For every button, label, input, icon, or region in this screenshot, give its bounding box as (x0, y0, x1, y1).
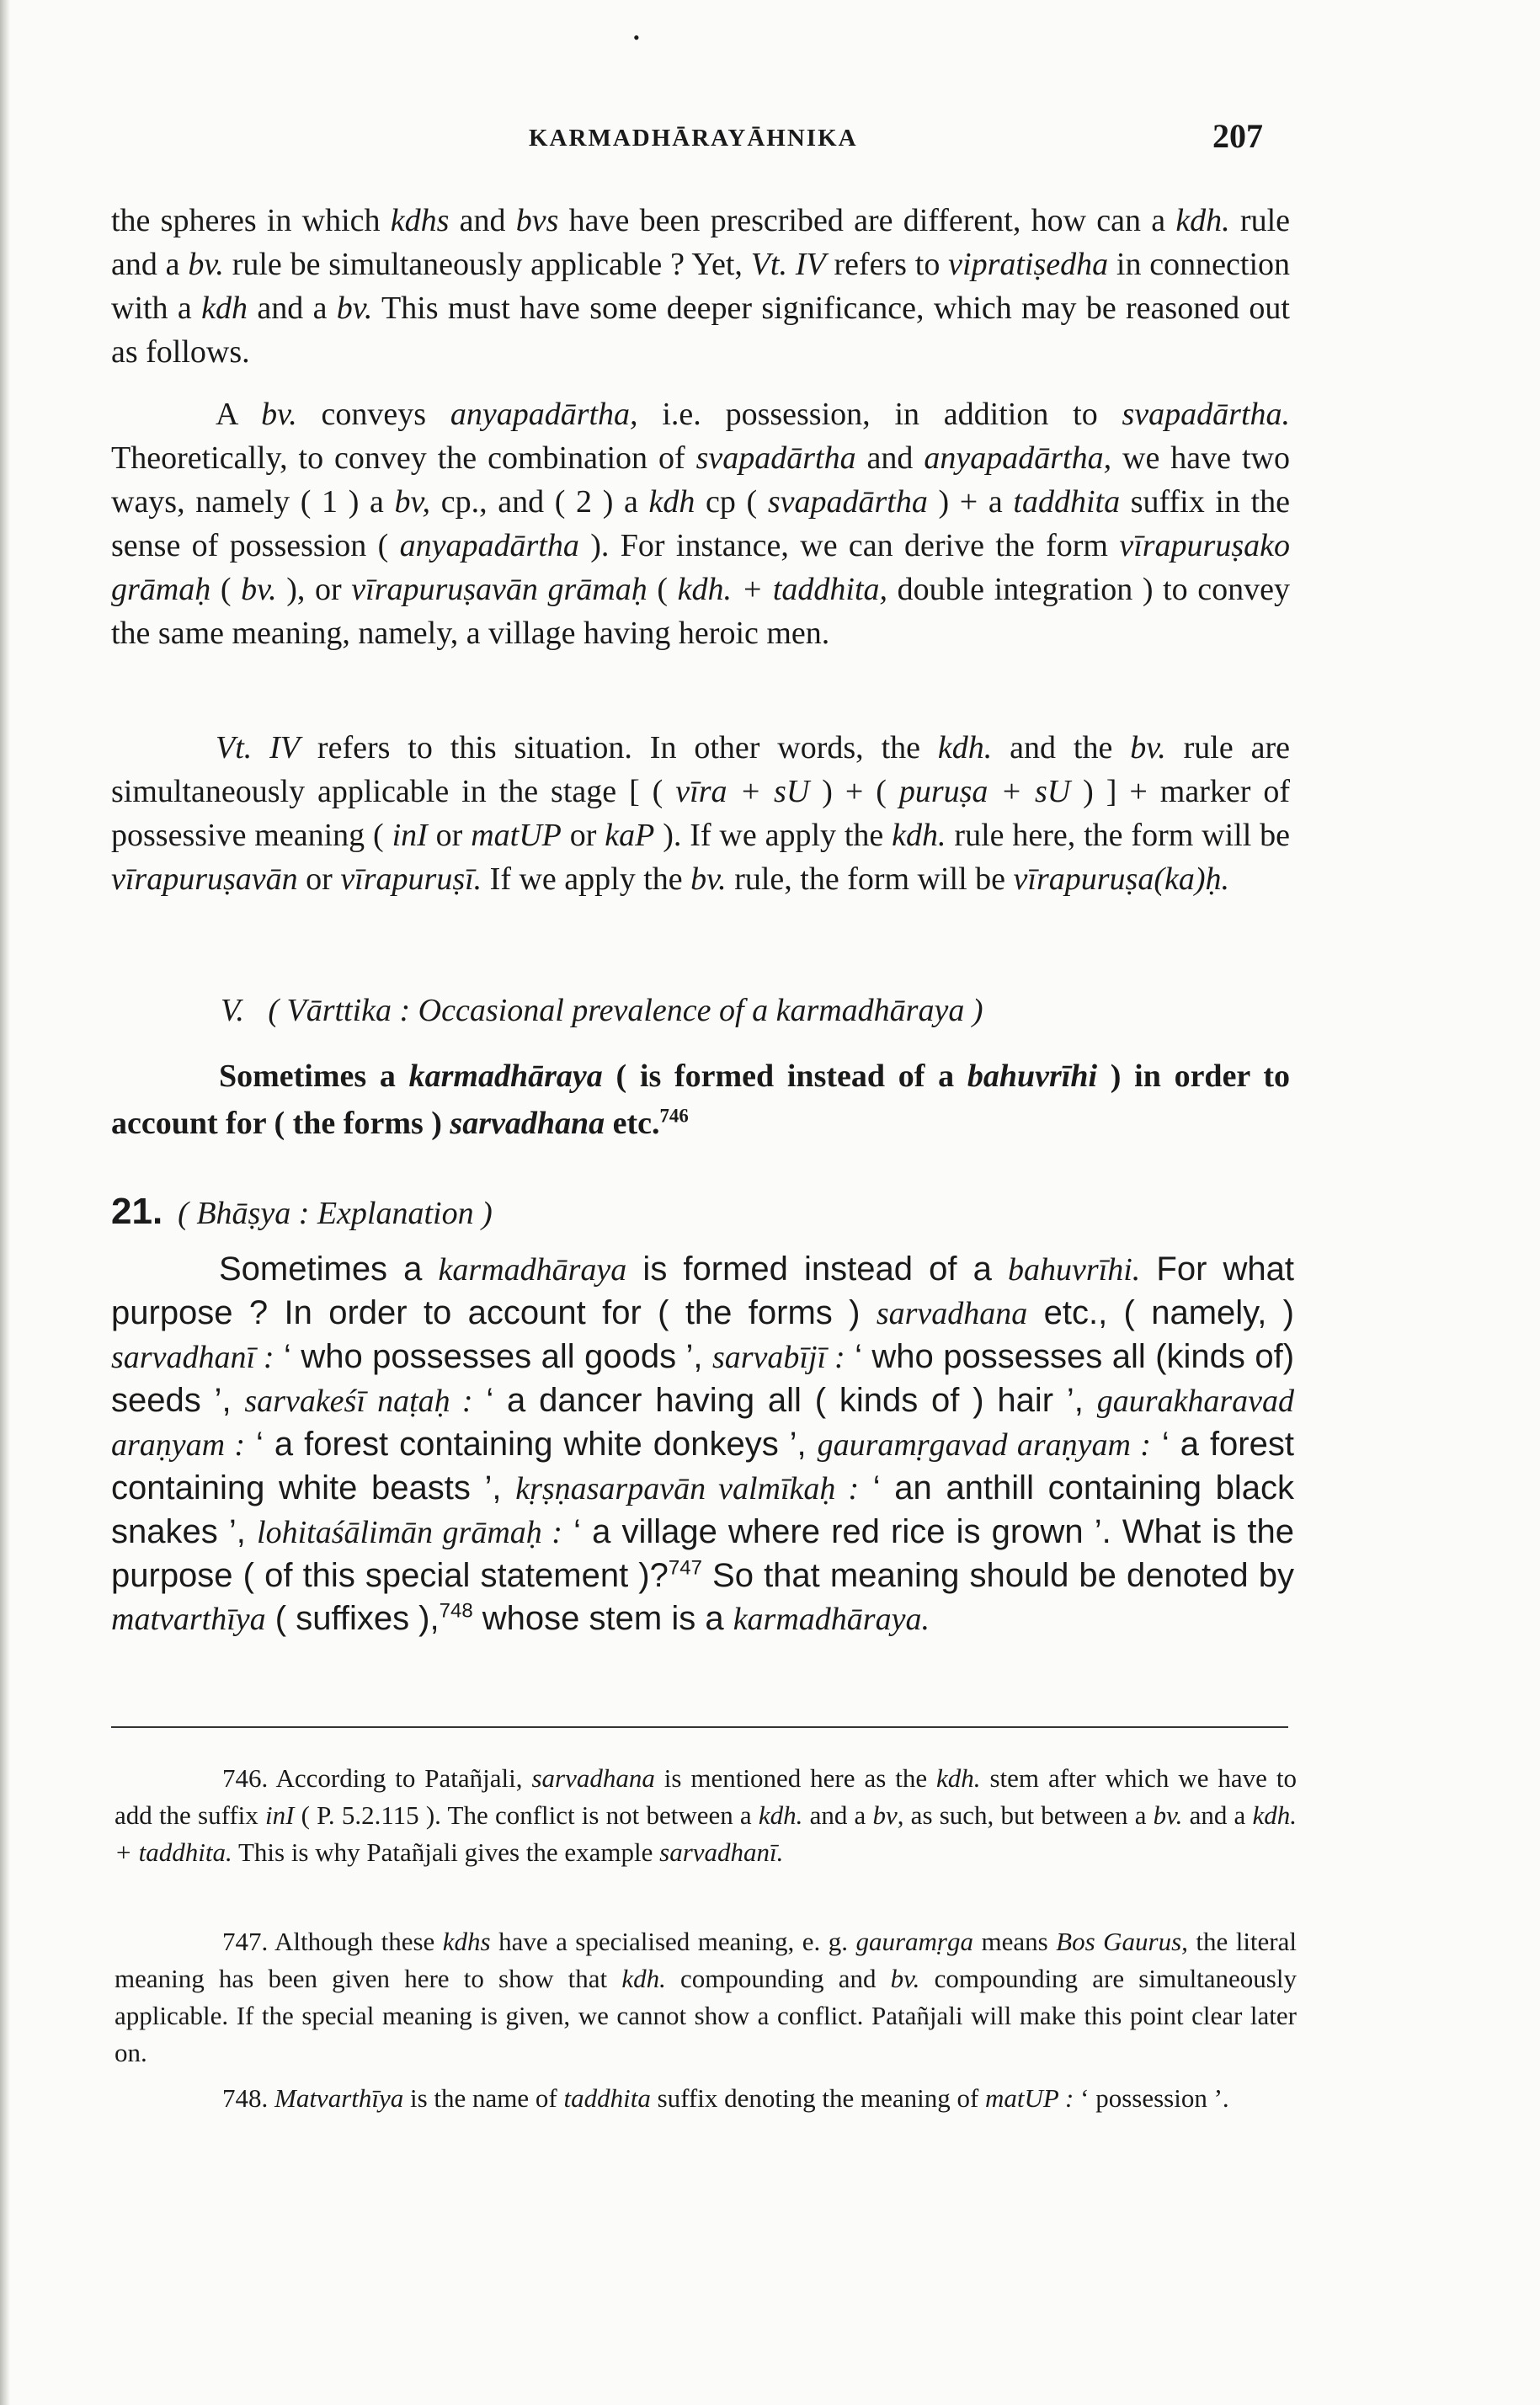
text: is formed instead of a (626, 1250, 1008, 1288)
term: kdh. (758, 1800, 803, 1830)
text: and a (802, 1800, 873, 1830)
term: vīra + sU (675, 774, 810, 809)
footnote-ref-747: 747 (668, 1556, 702, 1580)
text: stem after which we have to add the suffix (115, 1763, 1297, 1830)
term: bv. (690, 861, 727, 897)
footnote-747 (115, 1923, 1297, 2072)
page-binding-shadow (0, 0, 10, 2405)
term: anyapadārtha (399, 528, 579, 563)
term: vīrapuruṣavān grāmaḥ (351, 572, 647, 607)
term: Bos Gaurus, (1056, 1927, 1188, 1956)
text: rule, the form will be (726, 861, 1014, 897)
text: whose stem is a (472, 1600, 733, 1637)
term: sarvabījī : (711, 1340, 845, 1375)
term: sarvadhana (531, 1763, 655, 1793)
text: ‘ a forest containing white donkeys ’, (245, 1426, 818, 1463)
term: kaP (605, 818, 655, 853)
footnote-number: 746. (222, 1763, 269, 1793)
term: bv. (336, 291, 373, 326)
footnote-number: 748. (222, 2083, 269, 2113)
term: kdh (648, 484, 695, 520)
text: This must have some deeper significance, which may be reasoned out as follows. (111, 291, 1290, 370)
text: compounding are simultaneously applicable. If the special meaning is given, we cannot show a conflict. Patañjali will make this point clear later on. (115, 1964, 1297, 2067)
text: conveys (296, 397, 450, 432)
term: taddhita (563, 2083, 651, 2113)
running-title: KARMADHĀRAYĀHNIKA (529, 125, 858, 152)
term: bv. (1130, 730, 1166, 765)
text: ‘ a village where red rice is grown ’. What is the purpose ( of this special statement )? (111, 1513, 1294, 1594)
text: i.e. possession, in addition to (637, 397, 1122, 432)
text: Sometimes a (219, 1250, 439, 1288)
footnote-divider (111, 1726, 1288, 1728)
footnote-746 (115, 1760, 1297, 1871)
term: sarvadhana (450, 1106, 605, 1141)
text: For what purpose ? In order to account for ( the forms ) (111, 1250, 1295, 1331)
varttika-title: ( Vārttika : Occasional prevalence of a karmadhāraya ) (268, 993, 983, 1028)
term: bv. (1153, 1800, 1183, 1830)
text: etc. (605, 1106, 660, 1141)
varttika-heading (221, 992, 983, 1029)
text: we have two ways, namely ( 1 ) a (111, 440, 1290, 520)
text: suffix denoting the meaning of (650, 2083, 986, 2113)
term: bv. (890, 1964, 920, 1993)
text: rule and a (111, 203, 1291, 282)
text: ‘ who possesses all (kinds of) seeds ’, (111, 1338, 1295, 1419)
text: If we apply the (482, 861, 691, 897)
text: Although these (268, 1927, 443, 1956)
term: vīrapuruṣī. (340, 861, 482, 897)
text: ) + ( (809, 774, 899, 809)
text: suffix in the sense of possession ( (111, 484, 1290, 563)
page-number: 207 (1212, 117, 1263, 155)
term: matvarthīya (111, 1602, 266, 1637)
term: inI (264, 1800, 295, 1830)
term: kdh. (936, 1763, 981, 1793)
text: ‘ a forest containing white beasts ’, (111, 1426, 1294, 1506)
text: and the (992, 730, 1131, 765)
term: karmadhāraya. (733, 1602, 930, 1637)
term: bv, (394, 484, 431, 520)
text: Theoretically, to convey the combination of (111, 440, 696, 476)
section-number: 21. (111, 1191, 163, 1232)
term: gauramṛgavad araṇyam : (817, 1427, 1151, 1463)
term: bv. (241, 572, 277, 607)
text: ‘ a dancer having all ( kinds of ) hair ’, (472, 1382, 1097, 1419)
paragraph-2 (111, 392, 1290, 655)
term: karmadhāraya (438, 1252, 627, 1288)
term: matUP (471, 818, 562, 853)
term: svapadārtha (767, 484, 928, 520)
term: bv. (261, 397, 297, 432)
varttika-label: V. (221, 993, 244, 1028)
term: Matvarthīya (274, 2083, 404, 2113)
text: have a specialised meaning, e. g. (490, 1927, 856, 1956)
text: ‘ an anthill containing black snakes ’, (111, 1469, 1294, 1550)
text: ( P. 5.2.115 ). The conflict is not between a (294, 1800, 759, 1830)
text: the spheres in which (111, 203, 391, 238)
term: sarvadhanī. (659, 1837, 784, 1867)
term: inI (392, 818, 428, 853)
term: anyapadārtha, (924, 440, 1112, 476)
term: Vt. IV (216, 730, 301, 765)
term: puruṣa + sU (898, 774, 1071, 809)
text: Sometimes a (219, 1059, 409, 1094)
text: double integration ) to convey the same meaning, namely, a village having heroic men. (111, 572, 1291, 651)
text: and (449, 203, 516, 238)
text: rule are simultaneously applicable in the stage [ ( (111, 730, 1291, 809)
varttika-text (111, 1053, 1290, 1147)
term: vipratiṣedha (948, 247, 1109, 282)
text: or (297, 861, 341, 897)
text: refers to this situation. In other words, the (300, 730, 938, 765)
term: kdhs (442, 1927, 491, 1956)
text: A (216, 397, 262, 432)
term: matUP : (985, 2083, 1074, 2113)
text: means (972, 1927, 1057, 1956)
text: and (855, 440, 925, 476)
term: gaurakharavad araṇyam : (111, 1384, 1295, 1463)
term: bahuvrīhi (967, 1059, 1098, 1094)
term: Vt. IV (750, 247, 826, 282)
term: bvs (515, 203, 559, 238)
paragraph-1 (111, 199, 1290, 374)
section-heading (111, 1191, 493, 1233)
term: bahuvrīhi. (1008, 1252, 1141, 1288)
text: ( suffixes ), (265, 1600, 440, 1637)
text: the literal meaning has been given here to show that (115, 1927, 1298, 1993)
text: So that meaning should be denoted by (701, 1557, 1294, 1594)
term: lohitaśālimān grāmaḥ : (257, 1515, 562, 1550)
term: kdh. (892, 818, 946, 853)
text: ( is formed instead of a (602, 1059, 967, 1094)
text: refers to (825, 247, 949, 282)
term: kdh. (1175, 203, 1230, 238)
term: taddhita (1013, 484, 1121, 520)
footnote-number: 747. (222, 1927, 269, 1956)
text: etc., ( namely, ) (1027, 1294, 1294, 1331)
term: svapadārtha. (1122, 397, 1290, 432)
term: sarvadhana (876, 1296, 1028, 1331)
section-title: ( Bhāṣya : Explanation ) (178, 1196, 493, 1231)
text: and a (248, 291, 337, 326)
text: ‘ possession ’. (1074, 2083, 1229, 2113)
term: kdh. (621, 1964, 666, 1993)
text: or (427, 818, 472, 853)
text: ( (210, 572, 242, 607)
term: svapadārtha (695, 440, 856, 476)
text: in connection with a (111, 247, 1291, 326)
term: kdh (201, 291, 248, 326)
term: sarvadhanī : (111, 1340, 274, 1375)
term: vīrapuruṣa(ka)ḥ. (1013, 861, 1230, 897)
term: bv (872, 1800, 898, 1830)
text: ). If we apply the (654, 818, 893, 853)
term: karmadhāraya (408, 1059, 603, 1094)
footnote-ref-746: 746 (659, 1105, 689, 1127)
bhasya-text (111, 1248, 1294, 1641)
term: kdh. + taddhita. (115, 1800, 1297, 1867)
term: vīrapuruṣako grāmaḥ (111, 528, 1290, 607)
term: kdh. (937, 730, 993, 765)
term: kdh. + taddhita, (677, 572, 888, 607)
text: or (561, 818, 605, 853)
term: anyapadārtha, (450, 397, 638, 432)
text: ) ] + marker of possessive meaning ( (111, 774, 1290, 853)
text: ), or (276, 572, 352, 607)
text: ). For instance, we can derive the form (578, 528, 1120, 563)
term: sarvakeśī naṭaḥ : (244, 1384, 473, 1419)
text: According to Patañjali, (268, 1763, 532, 1793)
term: kṛṣṇasarpavān valmīkaḥ : (515, 1471, 860, 1506)
footnote-ref-748: 748 (439, 1599, 473, 1623)
paragraph-3 (111, 726, 1290, 901)
text: cp ( (695, 484, 768, 520)
footnote-748 (115, 2080, 1297, 2117)
term: gauramṛga (855, 1927, 973, 1956)
text: rule be simultaneously applicable ? Yet, (223, 247, 751, 282)
text: ( (647, 572, 678, 607)
text: and a (1182, 1800, 1253, 1830)
text: ) + a (927, 484, 1014, 520)
text: ‘ who possesses all goods ’, (274, 1338, 712, 1375)
text: This is why Patañjali gives the example (232, 1837, 660, 1867)
text: rule here, the form will be (946, 818, 1291, 853)
text: is mentioned here as the (654, 1763, 937, 1793)
text: ) in order to account for ( the forms ) (111, 1059, 1290, 1141)
text: is the name of (403, 2083, 564, 2113)
text: cp., and ( 2 ) a (430, 484, 649, 520)
term: bv. (188, 247, 224, 282)
term: vīrapuruṣavān (111, 861, 298, 897)
text: compounding and (665, 1964, 891, 1993)
print-mark: • (633, 27, 640, 48)
text: have been prescribed are different, how can a (558, 203, 1176, 238)
term: kdhs (390, 203, 450, 238)
text: , as such, but between a (897, 1800, 1154, 1830)
